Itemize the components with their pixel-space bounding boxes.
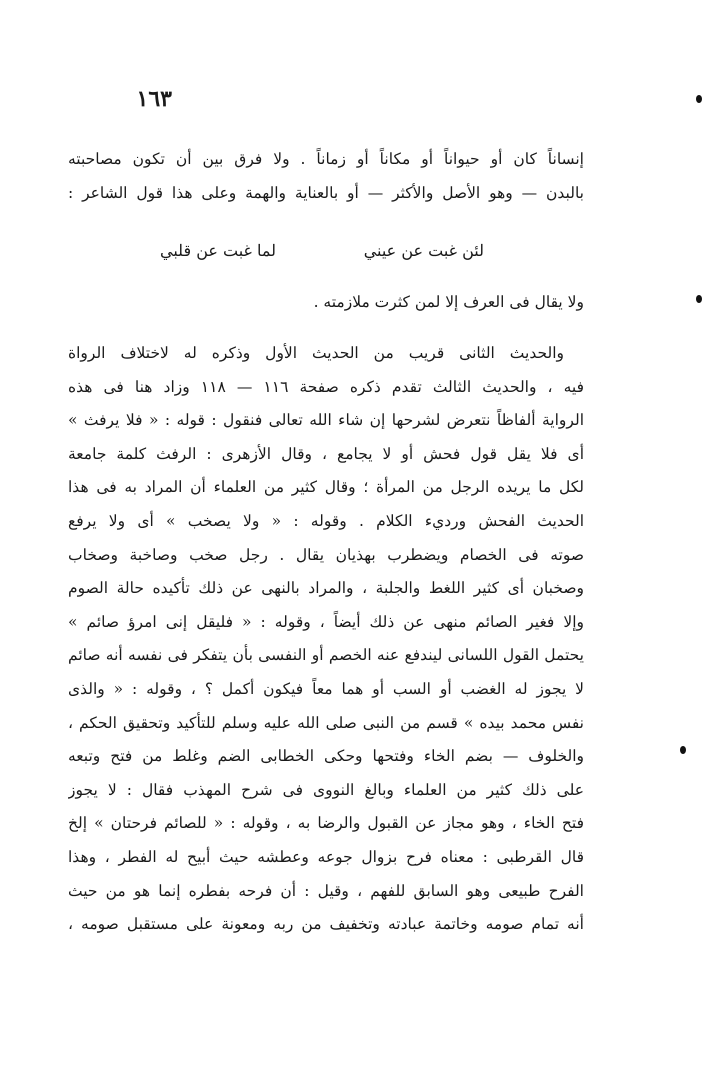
- text-line: أنه تمام صومه وخاتمة عبادته وتخفيف من ربه ومعونة على مستقبل صومه ،: [68, 915, 584, 934]
- text-line: صوته فى الخصام ويضطرب بهذيان يقال . رجل صخب وصاخبة وصخاب: [68, 545, 584, 564]
- text-line: نفس محمد بيده » قسم من النبى صلى الله عليه وسلم للتأكيد وتحقيق الحكم ،: [68, 713, 584, 732]
- verse-first-hemistich: لئن غبت عن عيني: [363, 241, 484, 260]
- verse-second-hemistich: لما غبت عن قلبي: [160, 241, 276, 260]
- text-line: والخلوف — بضم الخاء وفتحها وحكى الخطابى الضم وغلط من فتح وتبعه: [68, 747, 584, 766]
- text-line: الحديث الفحش ورديء الكلام . وقوله : « ولا يصخب » أى ولا يرفع: [68, 511, 584, 530]
- text-line: إنساناً كان أو حيواناً أو مكاناً أو زماناً . ولا فرق بين أن تكون مصاحبته: [68, 150, 584, 168]
- margin-dot: [696, 95, 702, 103]
- text-line: فيه ، والحديث الثالث تقدم ذكره صفحة ١١٦ — ١١٨ وزاد هنا فى هذه: [68, 377, 584, 396]
- paragraph-2: [68, 286, 584, 320]
- text-line: بالبدن — وهو الأصل والأكثر — أو بالعناية والهمة وعلى هذا قول الشاعر :: [68, 183, 584, 202]
- text-line: وإلا فغير الصائم منهى عن ذلك أيضاً ، وقوله : « فليقل إنى امرؤ صائم »: [68, 612, 584, 631]
- paragraph-3: [68, 337, 584, 942]
- text-line: الرواية ألفاظاً نتعرض لشرحها إن شاء الله تعالى فنقول : قوله : « فلا يرفث »: [68, 411, 584, 430]
- page-number: ١٦٣: [136, 86, 172, 112]
- margin-dot: [680, 746, 686, 754]
- margin-dot: [696, 295, 702, 303]
- text-line: على ذلك كثير من العلماء وبالغ النووى فى شرح المهذب فقال : لا يجوز: [68, 780, 584, 799]
- text-line: يحتمل القول اللسانى ليندفع عنه الخصم أو النفسى بأن يتفكر فى نفسه أنه صائم: [68, 646, 584, 665]
- text-line: والحديث الثانى قريب من الحديث الأول وذكره له لاختلاف الرواة: [68, 344, 564, 362]
- text-line: قال القرطبى : معناه فرح بزوال جوعه وعطشه حيث أبيح له الفطر ، وهذا: [68, 847, 584, 866]
- text-line: وصخبان أى كثير اللغط والجلبة ، والمراد بالنهى عن ذلك تأكيده حالة الصوم: [68, 579, 584, 598]
- text-line: لكل ما يريده الرجل من المرأة ؛ وقال كثير من العلماء أن المراد به فى هذا: [68, 478, 584, 497]
- text-line: لا يجوز له الغضب أو السب أو هما معاً فيكون أكمل ؟ ، وقوله : « والذى: [68, 679, 584, 698]
- text-line: أى فلا يقل قول فحش أو لا يجامع ، وقال الأزهرى : الرفث كلمة جامعة: [68, 444, 584, 463]
- text-line: الفرح طبيعى وهو السابق للفهم ، وقيل : أن فرحه بفطره إنما هو من حيث: [68, 881, 584, 900]
- text-line: ولا يقال فى العرف إلا لمن كثرت ملازمته .: [313, 293, 584, 311]
- paragraph-1: [68, 143, 584, 210]
- text-line: فتح الخاء ، وهو مجاز عن القبول والرضا به ، وقوله : « للصائم فرحتان » إلخ: [68, 814, 584, 833]
